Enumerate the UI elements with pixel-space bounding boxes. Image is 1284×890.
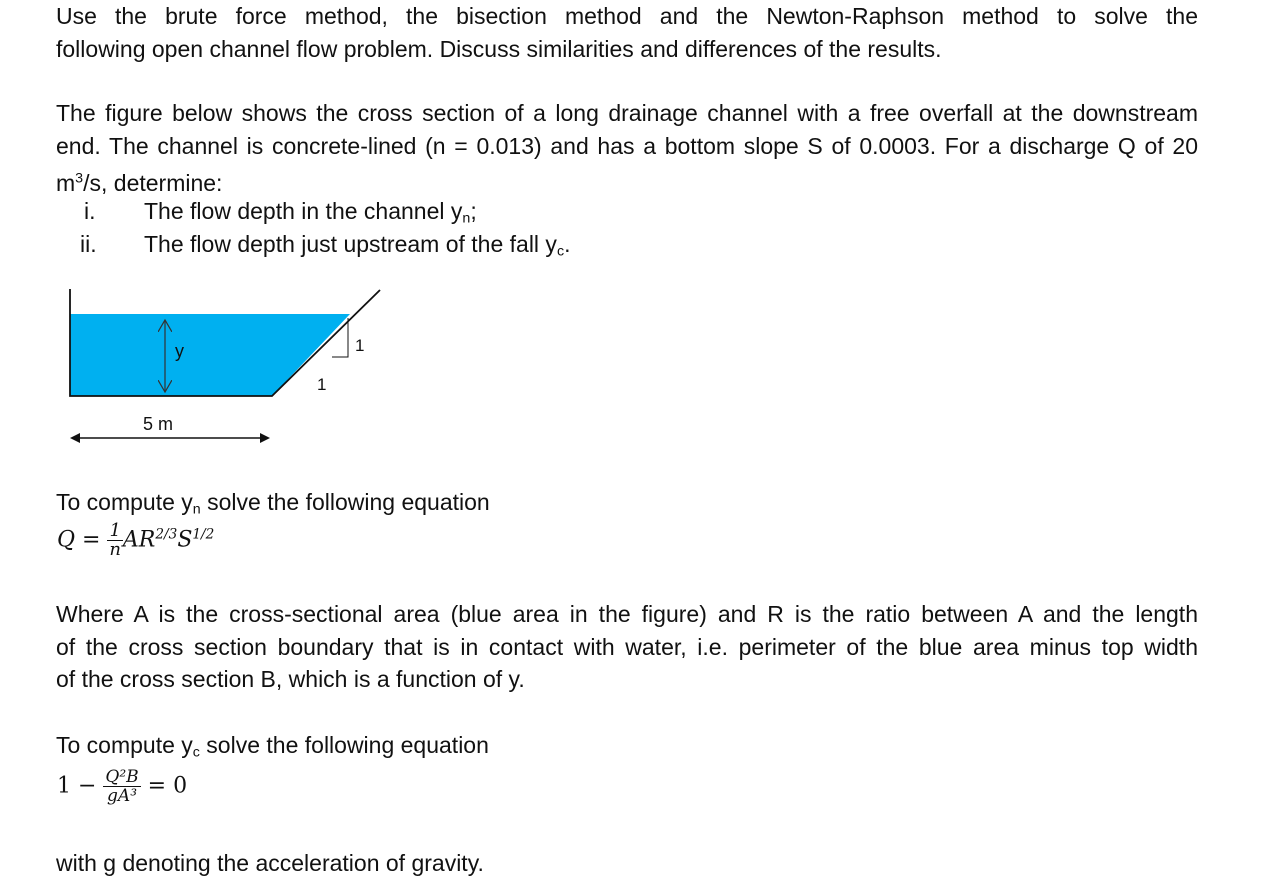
compute-yc-heading: To compute $y_c$ solve the following equation [56,732,489,761]
list-text-2: The flow depth just upstream of the fall $y_c$. [144,231,571,260]
problem-line-3: $m^3/s$, determine: [56,169,223,196]
width-label: 5 m [143,414,174,434]
list-text-1: The flow depth in the channel $y_n$; [144,198,477,227]
slope-horizontal-label: 1 [317,375,327,394]
intro-line-2: following open channel flow problem. Discuss similarities and differences of the results. [56,35,942,62]
critical-depth-fraction: $\frac{\text{Q²B}}{\text{gA³}}$ [105,767,139,806]
problem-line-2: end. The channel is concrete-lined (n = 0.013) and has a bottom slope S of 0.0003. For a discharge Q of 20 [56,132,1198,159]
manning-equation: Q = $\frac{1}{n}$ $AR^{2/3}S^{1/2}$ [57,520,215,560]
where-paragraph [56,598,1198,696]
list-marker-2: ii. [80,231,97,257]
problem-line-1: The figure below shows the cross section of a long drainage channel with a free overfall at the downstream [56,100,1198,126]
intro-line-1: Use the brute force method, the bisection method and the Newton-Raphson method to solve the [56,3,1198,29]
critical-depth-equation: 1 − $\frac{\text{Q²B}}{\text{gA³}}$ = 0 [57,767,188,806]
where-line-1: Where A is the cross-sectional area (blue area in the figure) and R is the ratio between A and the length [56,601,1198,627]
list-marker-1: i. [84,198,96,224]
where-line-2: of the cross section boundary that is in contact with water, i.e. perimeter of the blue area minus top width [56,633,1198,660]
depth-label: y [175,341,184,361]
closing-text: with g denoting the acceleration of gravity. [56,850,484,876]
where-line-3: of the cross section B, which is a function of y. [56,666,525,692]
manning-fraction: $\frac{1}{n}$ [109,520,121,560]
compute-yn-heading: To compute $y_n$ solve the following equation [56,489,490,518]
slope-vertical-label: 1 [355,336,365,355]
channel-cross-section-figure [0,0,400,460]
water-area [70,314,350,396]
